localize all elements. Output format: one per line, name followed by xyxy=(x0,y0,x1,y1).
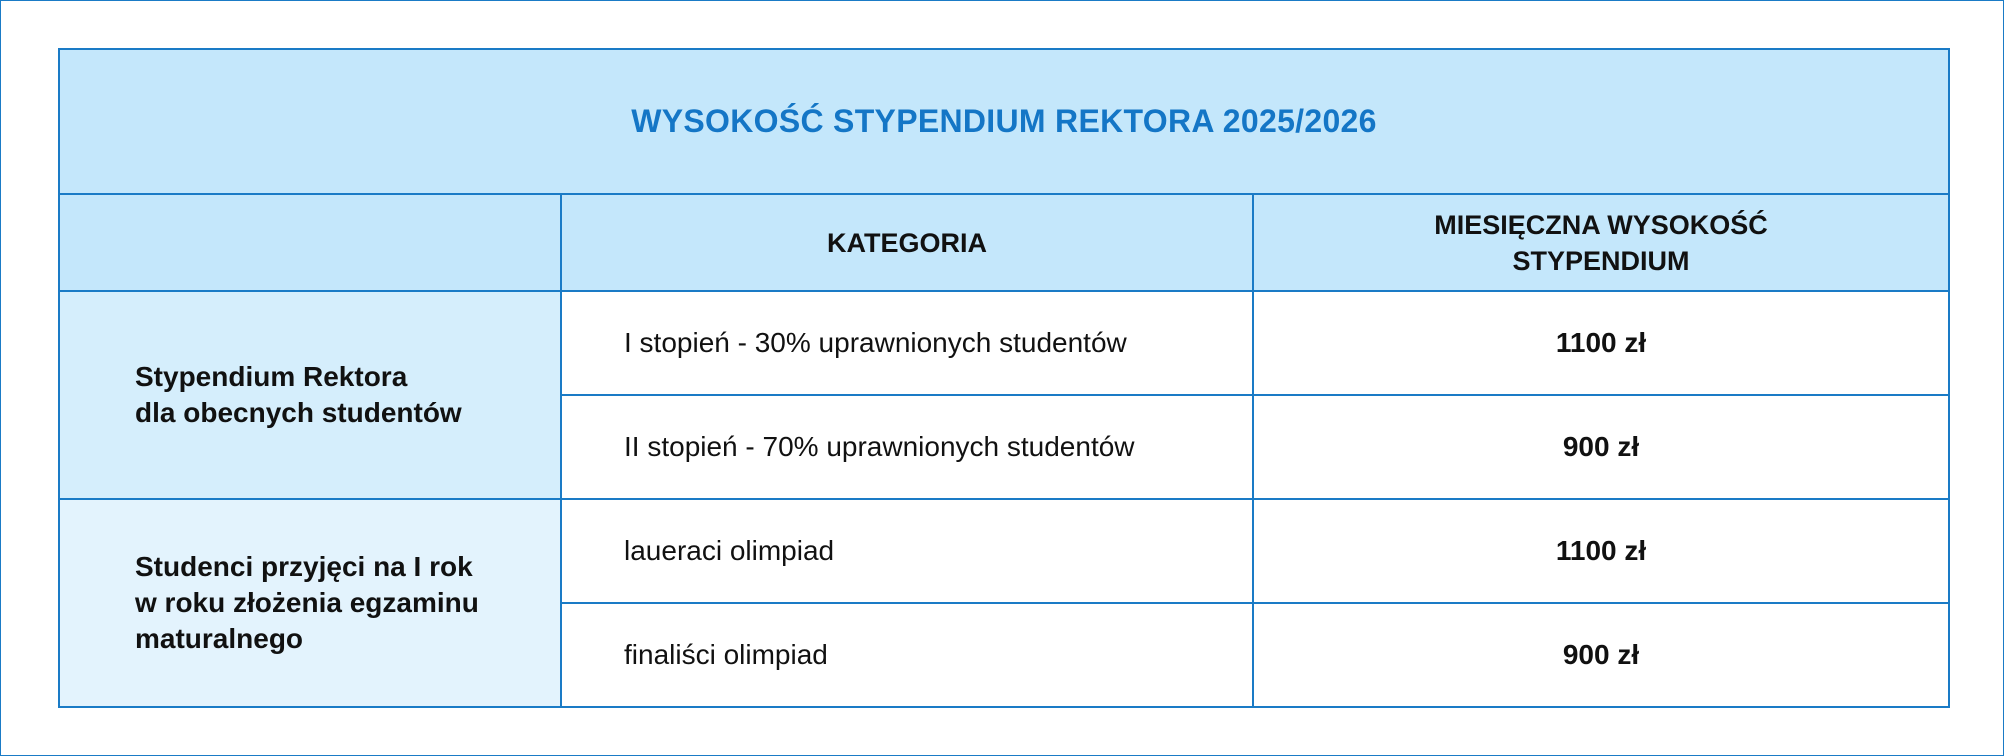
amount-cell: 900 zł xyxy=(1253,395,1949,499)
category-cell: II stopień - 70% uprawnionych studentów xyxy=(561,395,1253,499)
header-empty-cell xyxy=(59,194,561,291)
amount-cell: 1100 zł xyxy=(1253,291,1949,395)
group-label-line: dla obecnych studentów xyxy=(135,397,462,428)
group-label-line: Studenci przyjęci na I rok xyxy=(135,551,473,582)
amount-cell: 1100 zł xyxy=(1253,499,1949,603)
header-row xyxy=(59,194,1949,291)
title-row xyxy=(59,49,1949,194)
category-cell: I stopień - 30% uprawnionych studentów xyxy=(561,291,1253,395)
category-cell: finaliści olimpiad xyxy=(561,603,1253,707)
header-amount-line2: STYPENDIUM xyxy=(1512,245,1690,276)
amount-cell: 900 zł xyxy=(1253,603,1949,707)
header-amount-line1: MIESIĘCZNA WYSOKOŚĆ xyxy=(1434,209,1768,240)
group-label-line: Stypendium Rektora xyxy=(135,361,408,392)
header-amount xyxy=(1253,194,1949,291)
table-row xyxy=(59,499,1949,603)
group-label-line: maturalnego xyxy=(135,623,304,654)
group-label-first-year-students xyxy=(59,499,561,707)
table-row xyxy=(59,291,1949,395)
table-title: WYSOKOŚĆ STYPENDIUM REKTORA 2025/2026 xyxy=(59,49,1949,194)
group-label-current-students xyxy=(59,291,561,499)
header-category: KATEGORIA xyxy=(561,194,1253,291)
group-label-line: w roku złożenia egzaminu xyxy=(135,587,479,618)
scholarship-table xyxy=(58,48,1950,708)
category-cell: laueraci olimpiad xyxy=(561,499,1253,603)
